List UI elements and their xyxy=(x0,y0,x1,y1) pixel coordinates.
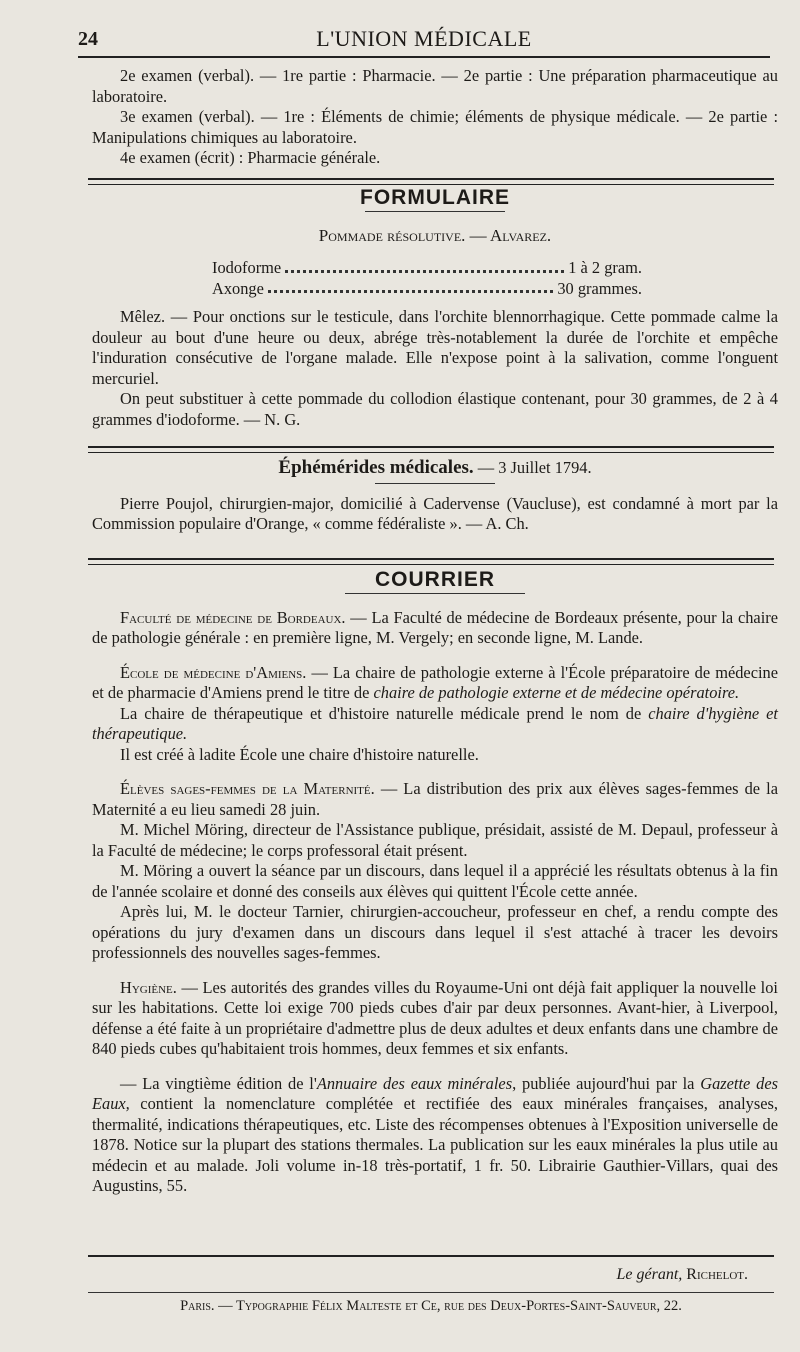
dot-leader xyxy=(285,258,564,273)
exam-3: 3e examen (verbal). — 1re : Éléments de chimie; éléments de physique médicale. — 2e partie : Manipulations chimiques au laboratoire. xyxy=(92,107,778,147)
ephemerides-date: — 3 Juillet 1794. xyxy=(477,458,592,477)
amiens-italic: chaire de pathologie externe et de médecine opératoire. xyxy=(373,683,740,702)
gerant-signature xyxy=(617,1266,749,1284)
ingredients-list xyxy=(212,258,642,299)
imprint: Paris. — Typographie Félix Malteste et Ce, rue des Deux-Portes-Saint-Sauveur, 22. xyxy=(180,1298,682,1314)
bordeaux-text: — La Faculté de médecine de Bordeaux présente, pour la chaire de pathologie générale : en première ligne, M. Vergely; en seconde ligne, M. Lande. xyxy=(92,607,778,647)
ingredient-dose: 30 grammes. xyxy=(557,278,642,298)
ingredient-name: Axonge xyxy=(212,278,264,298)
recipe-title: Pommade résolutive. — Alvarez. xyxy=(318,225,552,245)
annuaire-text-c: contient la nomenclature complétée et rectifiée des eaux minérales françaises, analyses, thermalité, indications thérapeutiques, etc. Liste des récompenses obtenues à l'Exposition universelle de 1878. Notice sur la plupart des stations thermales. La publication sur les eaux minérales la plus utile au médecin et au malade. Joli volume in-18 très-portatif, 1 fr. 50. Librairie Gauthier-Villars, quai des Augustins, 55. xyxy=(92,1094,778,1195)
section-rule xyxy=(88,178,774,185)
courrier-section xyxy=(92,570,778,1197)
ephemerides-heading xyxy=(92,458,778,479)
amiens-paragraph-3: Il est créé à ladite École une chaire d'histoire naturelle. xyxy=(120,744,479,764)
title-underline xyxy=(375,483,495,484)
ingredient-row xyxy=(212,279,642,300)
page-header xyxy=(78,22,770,52)
ingredient-dose: 1 à 2 gram. xyxy=(568,258,642,277)
section-rule xyxy=(88,446,774,453)
ephemerides-title: Éphémérides médicales. xyxy=(278,457,474,478)
hygiene-text: — Les autorités des grandes villes du Royaume-Uni ont déjà fait appliquer la nouvelle loi sur les habitations. Cette loi exige 700 pieds cubes d'air par deux personnes. Avant-hier, à Liverpool, défense a été faite à un propriétaire d'admettre plus de deux adultes et deux enfants dans une chambre de 840 pieds cubes qu'habitaient trois hommes, deux femmes et six enfants. xyxy=(92,977,778,1058)
eleves-head: Élèves sages-femmes de la Maternité. xyxy=(120,779,375,798)
formulaire-text-2: On peut substituer à cette pommade du collodion élastique contenant, pour 30 grammes, de 2 à 4 grammes d'iodoforme. — N. G. xyxy=(92,389,778,429)
annuaire-italic-2: Gazette des Eaux, xyxy=(92,1073,778,1113)
annuaire-text-a: — La vingtième édition de l' xyxy=(120,1073,317,1093)
amiens2-italic: chaire d'hygiène et thérapeutique. xyxy=(92,703,778,743)
amiens-paragraph xyxy=(92,663,778,704)
gerant-label: Le gérant, xyxy=(616,1266,683,1283)
hygiene-head: Hygiène. xyxy=(120,977,177,997)
exam-2: 2e examen (verbal). — 1re partie : Pharmacie. — 2e partie : Une préparation pharmaceutique au laboratoire. xyxy=(92,66,778,106)
exam-4: 4e examen (écrit) : Pharmacie générale. xyxy=(120,148,381,167)
ephemerides-text: Pierre Poujol, chirurgien-major, domicilié à Cadervense (Vaucluse), est condamné à mort par la Commission populaire d'Orange, « comme fédéraliste ». — A. Ch. xyxy=(92,493,778,533)
annuaire-text-b: , publiée aujourd'hui par la xyxy=(512,1073,701,1093)
eleves-paragraph xyxy=(92,779,778,820)
exams-block xyxy=(92,66,778,169)
ephemerides-section xyxy=(92,458,778,535)
formulaire-section xyxy=(92,188,778,430)
title-underline xyxy=(345,593,525,594)
section-title-courrier: COURRIER xyxy=(374,568,495,591)
eleves-paragraph-2: M. Michel Möring, directeur de l'Assistance publique, présidait, assisté de M. Depaul, professeur à la Faculté de médecine; le corps professoral était présent. xyxy=(92,820,778,860)
amiens2-text: La chaire de thérapeutique et d'histoire naturelle médicale prend le nom de xyxy=(120,703,649,723)
annuaire-paragraph xyxy=(92,1074,778,1197)
formulaire-text-1: Mêlez. — Pour onctions sur le testicule, dans l'orchite blennorrhagique. Cette pommade calme la douleur au bout d'une heure ou deux, abrége très-notablement la durée de l'orchite et empêche l'induration consécutive de l'organe malade. Elle n'expose point à la salivation, comme l'onguent mercuriel. xyxy=(92,307,778,388)
ingredient-row xyxy=(212,258,642,279)
journal-title: L'UNION MÉDICALE xyxy=(316,26,532,51)
annuaire-italic-1: Annuaire des eaux minérales xyxy=(316,1073,513,1093)
eleves-paragraph-4: Après lui, M. le docteur Tarnier, chirurgien-accoucheur, professeur en chef, a rendu compte des opérations du jury d'examen dans un discours dans lequel il s'est attaché à tracer les devoirs professionnels des nouvelles sages-femmes. xyxy=(92,902,778,962)
eleves-text: — La distribution des prix aux élèves sages-femmes de la Maternité a eu lieu samedi 28 juin. xyxy=(92,779,778,819)
amiens-paragraph-2 xyxy=(92,704,778,745)
bordeaux-paragraph xyxy=(92,608,778,649)
bordeaux-head: Faculté de médecine de Bordeaux. xyxy=(120,607,346,627)
dot-leader xyxy=(268,279,553,294)
ingredient-name: Iodoforme xyxy=(212,258,282,277)
section-title-formulaire: FORMULAIRE xyxy=(360,186,510,209)
amiens-head: École de médecine d'Amiens. xyxy=(120,662,307,682)
title-underline xyxy=(365,211,505,212)
eleves-paragraph-3: M. Möring a ouvert la séance par un discours, dans lequel il a apprécié les résultats obtenus à la fin de l'année scolaire et donné des conseils aux élèves qui quittent l'École cette année. xyxy=(92,861,778,901)
header-rule xyxy=(78,56,770,58)
hygiene-paragraph xyxy=(92,978,778,1060)
imprint-rule xyxy=(88,1292,774,1293)
footer-rule xyxy=(88,1255,774,1257)
gerant-name: Richelot. xyxy=(686,1266,748,1283)
page-number: 24 xyxy=(78,28,98,50)
amiens-text: — La chaire de pathologie externe à l'École préparatoire de médecine et de pharmacie d'Amiens prend le titre de xyxy=(92,662,778,702)
section-rule xyxy=(88,558,774,565)
